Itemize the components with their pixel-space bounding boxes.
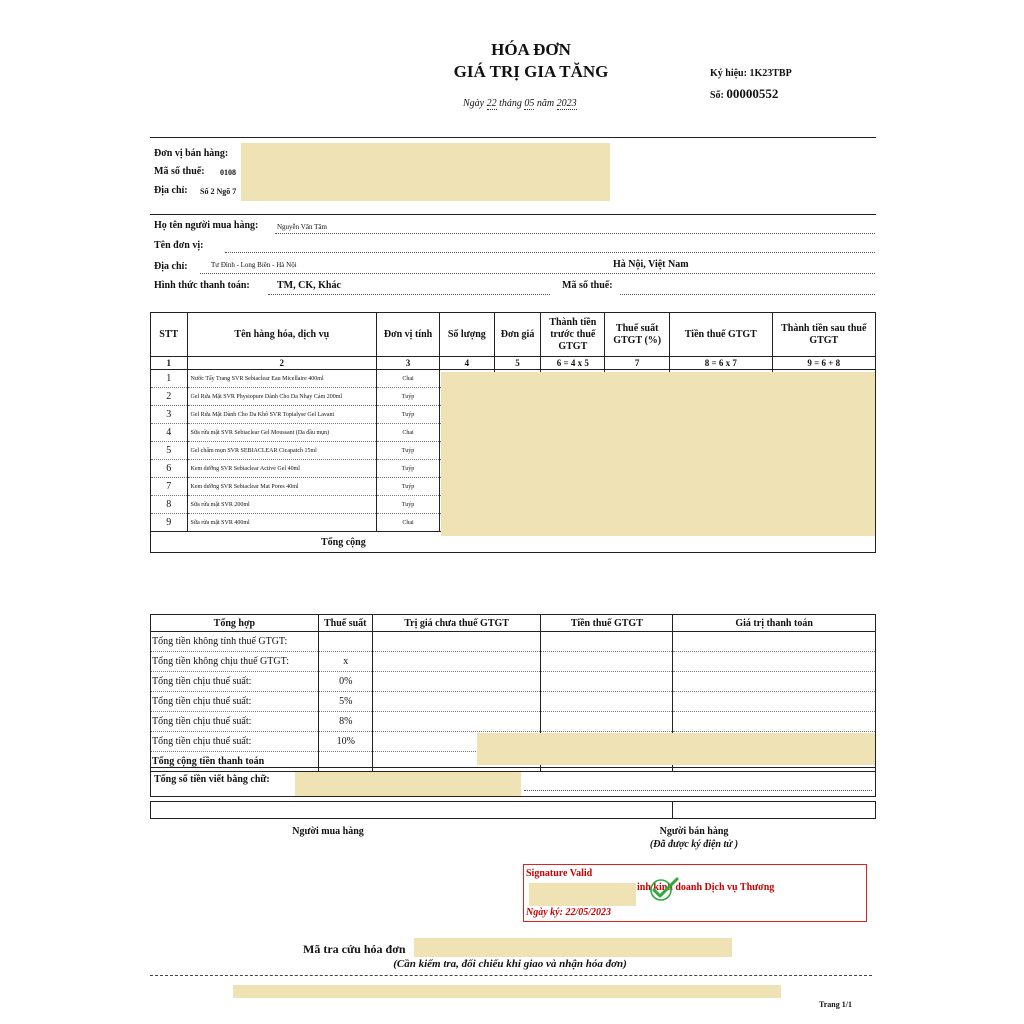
invoice-title-line1: HÓA ĐƠN [491,40,571,59]
ky-hieu-label: Ký hiệu: [710,68,747,79]
summary-row-label: Tổng tiền chịu thuế suất: [151,712,319,732]
seller-address-value: Số 2 Ngõ 7 [200,187,237,196]
row-stt: 9 [151,514,188,532]
col-header-stt: STT [151,313,188,357]
seller-signature-note: (Đã được ký điện tử ) [649,839,739,850]
summary-row [151,652,876,672]
row-name: Sữa rửa mặt SVR Sebiaclear Gel Moussant (Da dầu mụn) [187,424,377,442]
row-unit: Chai [377,424,440,442]
row-name: Gel chấm mụn SVR SEBIACLEAR Cicapatch 15ml [187,442,377,460]
index-cell: 5 [494,357,541,370]
row-name: Sữa rửa mặt SVR 400ml [187,514,377,532]
sum-header-pretax: Trị giá chưa thuế GTGT [372,615,541,632]
page-number: Trang 1/1 [819,1000,852,1009]
index-cell: 9 = 6 + 8 [772,357,875,370]
signature-company: inh kinh doanh Dịch vụ Thương [637,882,775,893]
seller-tax-value: 0108 [220,168,236,177]
col-header-unit: Đơn vị tính [377,313,440,357]
buyer-name-label: Họ tên người mua hàng: [154,220,259,231]
amounts-redaction [441,372,875,536]
lookup-label: Mã tra cứu hóa đơn [303,942,406,956]
amount-words-redaction [295,772,521,796]
row-stt: 7 [151,478,188,496]
summary-row [151,692,876,712]
col-header-tax: Tiền thuế GTGT [670,313,772,357]
invoice-number-label: Số: [710,90,724,101]
col-header-qty: Số lượng [439,313,494,357]
row-unit: Tuýp [377,478,440,496]
payment-method-value: TM, CK, Khác [277,280,341,291]
summary-row-label: Tổng tiền chịu thuế suất: [151,672,319,692]
summary-row-label: Tổng tiền không tính thuế GTGT: [151,632,319,652]
row-name: Gel Rửa Mặt SVR Physiopure Dành Cho Da Nhạy Cảm 200ml [187,388,377,406]
index-cell: 1 [151,357,188,370]
row-name: Sữa rửa mặt SVR 200ml [187,496,377,514]
seller-tax-label: Mã số thuế: [154,166,205,177]
row-unit: Chai [377,370,440,388]
signature-box [523,864,867,922]
footer-redaction [233,985,781,998]
invoice-date [463,98,577,109]
index-cell: 6 = 4 x 5 [541,357,605,370]
col-header-taxrate: Thuế suất GTGT (%) [605,313,670,357]
buyer-address-value: Tư Đình - Long Biên - Hà Nội [211,261,297,269]
sum-header-rate: Thuế suất [318,615,372,632]
sum-header-payment: Giá trị thanh toán [673,615,876,632]
totals-redaction [477,733,875,765]
lookup-redaction [414,938,732,957]
col-header-pretax: Thành tiền trước thuế GTGT [541,313,605,357]
dotted-line [225,252,875,253]
row-stt: 3 [151,406,188,424]
summary-row-label: Tổng tiền chịu thuế suất: [151,732,319,752]
invoice-number [710,86,778,102]
items-header-row [151,313,876,357]
buyer-unit-label: Tên đơn vị: [154,240,204,251]
dotted-line [524,790,872,791]
date-year: 2023 [556,98,577,109]
row-stt: 6 [151,460,188,478]
row-stt: 1 [151,370,188,388]
seller-unit-label: Đơn vị bán hàng: [154,148,229,159]
summary-row-rate: x [318,652,372,672]
row-name: Kem dưỡng SVR Sebiaclear Mat Pores 40ml [187,478,377,496]
row-unit: Tuýp [377,460,440,478]
signature-date [526,907,611,918]
date-month-label: tháng [499,98,522,109]
total-label: Tổng cộng [151,532,876,553]
summary-row-rate: 10% [318,732,372,752]
dotted-line [620,294,875,295]
index-row [151,357,876,370]
summary-row [151,672,876,692]
blank-box [150,801,876,819]
index-cell: 2 [187,357,377,370]
divider [150,214,876,215]
invoice-title-line2: GIÁ TRỊ GIA TĂNG [453,62,609,81]
dotted-line [275,233,875,234]
date-year-label: năm [536,98,555,109]
buyer-signature-label: Người mua hàng [292,826,364,837]
buyer-address-city: Hà Nội, Việt Nam [613,259,689,270]
check-icon [648,876,680,905]
summary-row-rate: 5% [318,692,372,712]
summary-row-label: Tổng tiền không chịu thuế GTGT: [151,652,319,672]
index-cell: 7 [605,357,670,370]
signature-valid: Signature Valid [526,868,593,879]
col-header-aftertax: Thành tiền sau thuế GTGT [772,313,875,357]
blank-box-divider [672,801,673,818]
summary-row-rate: 8% [318,712,372,732]
summary-row-rate [318,632,372,652]
row-name: Gel Rửa Mặt Dành Cho Da Khô SVR Topialyse Gel Lavant [187,406,377,424]
sum-header-label: Tổng hợp [151,615,319,632]
date-prefix: Ngày [463,98,485,109]
dashed-line [150,975,872,976]
index-cell: 3 [377,357,440,370]
amount-words-label: Tổng số tiền viết bằng chữ: [154,774,270,785]
row-stt: 2 [151,388,188,406]
index-cell: 4 [439,357,494,370]
col-header-price: Đơn giá [494,313,541,357]
date-month: 05 [524,98,535,109]
col-header-name: Tên hàng hóa, dịch vụ [187,313,377,357]
invoice-number-value: 00000552 [726,86,779,101]
payment-method-label: Hình thức thanh toán: [154,280,250,291]
signature-redaction [529,883,636,906]
signature-date-value: 22/05/2023 [565,907,611,918]
row-unit: Tuýp [377,496,440,514]
seller-redaction [241,143,610,201]
buyer-name-value: Nguyễn Văn Tâm [277,223,327,231]
row-stt: 8 [151,496,188,514]
summary-row-rate: 0% [318,672,372,692]
row-unit: Tuýp [377,442,440,460]
lookup-note: (Cần kiểm tra, đối chiếu khi giao và nhận hóa đơn) [393,958,627,970]
sum-header-tax: Tiền thuế GTGT [541,615,673,632]
dotted-line [268,294,550,295]
ky-hieu-value: 1K23TBP [749,68,792,79]
row-unit: Chai [377,514,440,532]
signature-date-label: Ngày ký: [526,907,563,918]
seller-address-label: Địa chỉ: [154,185,188,196]
buyer-address-label: Địa chỉ: [154,261,188,272]
dotted-line [200,273,875,274]
summary-header-row [151,615,876,632]
ky-hieu [710,68,792,79]
row-unit: Tuýp [377,406,440,424]
index-cell: 8 = 6 x 7 [670,357,772,370]
summary-row [151,712,876,732]
row-name: Kem dưỡng SVR Sebiaclear Active Gel 40ml [187,460,377,478]
row-stt: 4 [151,424,188,442]
date-day: 22 [486,98,497,109]
summary-row [151,632,876,652]
summary-row-label: Tổng tiền chịu thuế suất: [151,692,319,712]
seller-signature-label: Người bán hàng [659,826,729,837]
row-unit: Tuýp [377,388,440,406]
row-name: Nước Tẩy Trang SVR Sebiaclear Eau Micellaire 400ml [187,370,377,388]
buyer-tax-label: Mã số thuế: [562,280,613,291]
row-stt: 5 [151,442,188,460]
divider [150,137,876,138]
grand-total-label: Tổng cộng tiền thanh toán [151,752,319,772]
